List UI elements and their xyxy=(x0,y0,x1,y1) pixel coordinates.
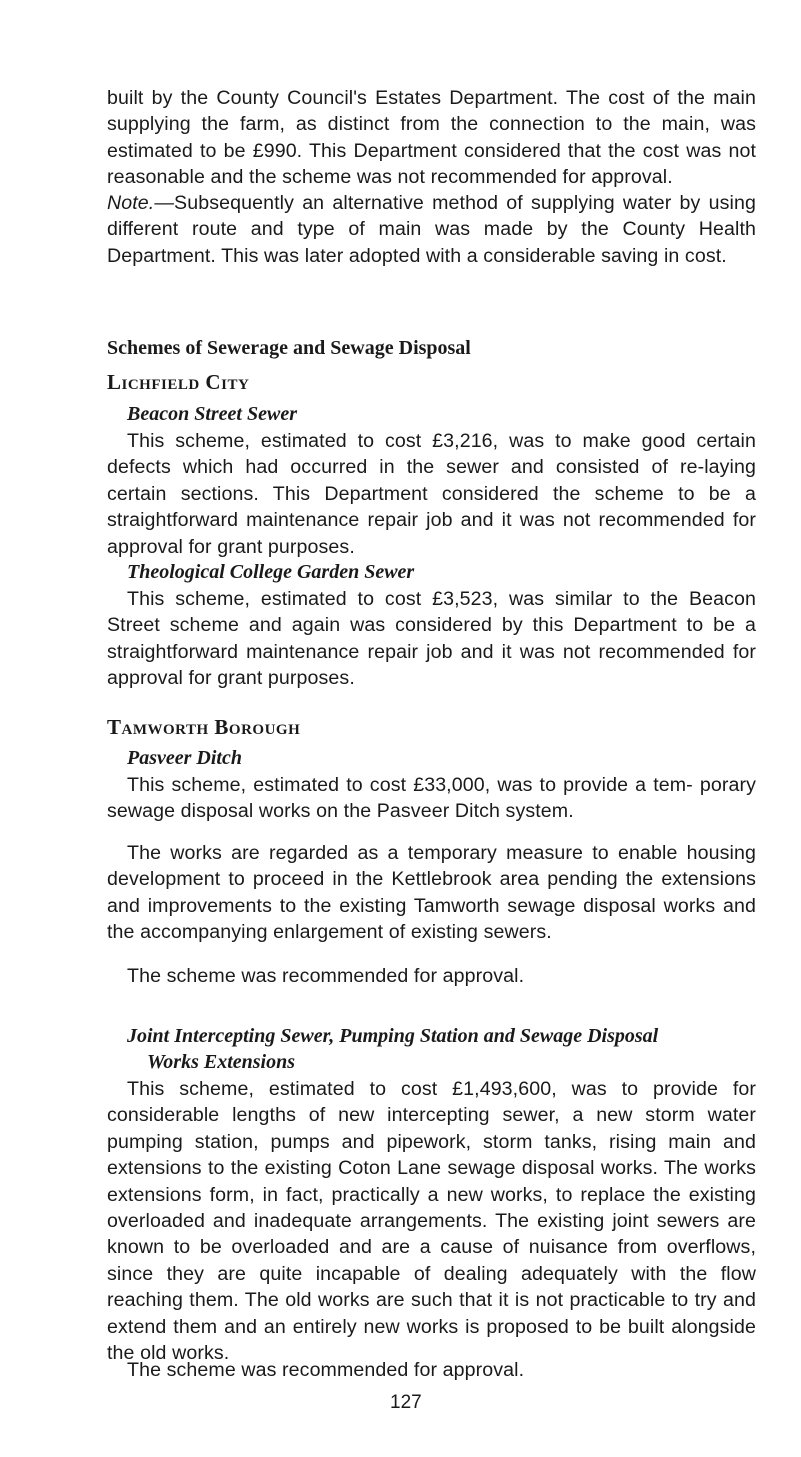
scheme-title-theological-college: Theological College Garden Sewer xyxy=(127,561,415,583)
note-text: —Subsequently an alternative method of supplying water by using different route and type of main was made by the County Health Department. This was later adopted with a considerable saving in cost. xyxy=(107,192,756,267)
note-label: Note. xyxy=(107,192,155,214)
note-paragraph xyxy=(107,190,756,269)
scheme-title-pasveer-ditch: Pasveer Ditch xyxy=(127,747,242,769)
section-heading-sewerage: Schemes of Sewerage and Sewage Disposal xyxy=(107,337,471,359)
scheme-title-joint-intercepting-line-2: Works Extensions xyxy=(147,1051,296,1073)
intro-paragraph: built by the County Council's Estates Department. The cost of the main supplying the farm, as distinct from the connection to the main, was estimated to be £990. This Department considered that the cost was not reasonable and the scheme was not recommended for approval. xyxy=(107,87,756,189)
theological-college-paragraph: This scheme, estimated to cost £3,523, was similar to the Beacon Street scheme and again was considered by this Department to be a straightforward maintenance repair job and it was not recommended for approval for grant purposes. xyxy=(107,588,756,690)
beacon-street-paragraph: This scheme, estimated to cost £3,216, was to make good certain defects which had occurred in the sewer and consisted of re-laying certain sections. This Department considered the scheme to be a straightforward maintenance repair job and it was not recommended for approval for grant purposes. xyxy=(107,430,756,558)
joint-intercepting-paragraph: This scheme, estimated to cost £1,493,600, was to provide for considerable lengths of new intercepting sewer, a new storm water pumping station, pumps and pipework, storm tanks, rising main and extensions to the existing Coton Lane sewage disposal works. The works extensions form, in fact, practically a new works, to replace the existing overloaded and inadequate arrangements. The existing joint sewers are known to be overloaded and are a cause of nuisance from overflows, since they are quite incapable of dealing adequately with the flow reaching them. The old works are such that it is not practicable to try and extend them and an entirely new works is proposed to be built alongside the old works. xyxy=(107,1078,756,1365)
page-number: 127 xyxy=(390,1392,422,1413)
pasveer-paragraph-1: This scheme, estimated to cost £33,000, was to provide a tem- porary sewage disposal works on the Pasveer Ditch system. xyxy=(107,774,756,823)
pasveer-paragraph-3: The scheme was recommended for approval. xyxy=(127,965,525,987)
pasveer-paragraph-2: The works are regarded as a temporary measure to enable housing development to proceed in the Kettlebrook area pending the extensions and improvements to the existing Tamworth sewage disposal works and the accompanying enlargement of existing sewers. xyxy=(107,842,756,944)
authority-heading-lichfield: Lichfield City xyxy=(107,370,250,394)
authority-heading-tamworth: Tamworth Borough xyxy=(107,715,301,739)
scheme-title-beacon-street: Beacon Street Sewer xyxy=(127,403,297,425)
scheme-title-joint-intercepting-line-1: Joint Intercepting Sewer, Pumping Station and Sewage Disposal xyxy=(127,1025,659,1047)
joint-intercepting-conclusion: The scheme was recommended for approval. xyxy=(127,1359,525,1381)
